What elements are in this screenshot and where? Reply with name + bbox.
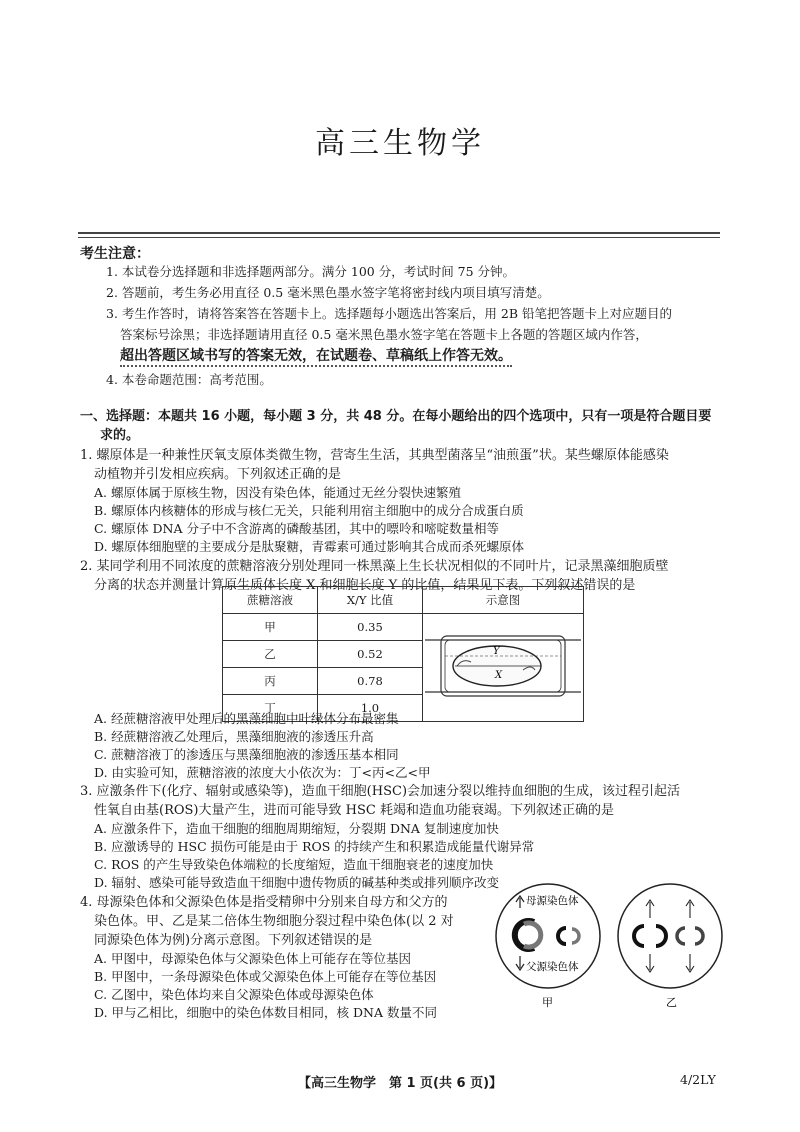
maternal-label: 母源染色体 bbox=[526, 895, 579, 907]
notice-item-3: 3. 考生作答时，请将答案答在答题卡上。选择题每小题选出答案后，用 2B 铅笔把答题卡上对应题目的 bbox=[106, 306, 672, 321]
q1-option-b: B. 螺原体内核糖体的形成与核仁无关，只能利用宿主细胞中的成分合成蛋白质 bbox=[94, 503, 524, 518]
notice-item-3-emphasis: 超出答题区域书写的答案无效，在试题卷、草稿纸上作答无效。 bbox=[120, 345, 512, 367]
q4-option-a: A. 甲图中，母源染色体与父源染色体上可能存在等位基因 bbox=[94, 951, 411, 966]
page-footer: 【高三生物学 第 1 页(共 6 页)】 bbox=[297, 1076, 503, 1091]
q2-option-d: D. 由实验可知，蔗糖溶液的浓度大小依次为：丁<丙<乙<甲 bbox=[94, 765, 431, 780]
q4-stem-3: 同源染色体为例)分离示意图。下列叙述错误的是 bbox=[94, 933, 373, 948]
paternal-label: 父源染色体 bbox=[526, 961, 579, 973]
chromosome-b-left-1 bbox=[634, 926, 644, 946]
chromosome-separation-figure bbox=[490, 872, 730, 1022]
q2-option-b: B. 经蔗糖溶液乙处理后，黑藻细胞液的渗透压升高 bbox=[94, 729, 374, 744]
maternal-chromosome-small bbox=[558, 928, 566, 944]
q4-stem-2: 染色体。甲、乙是某二倍体生物细胞分裂过程中染色体(以 2 对 bbox=[94, 914, 454, 929]
plasmolysis-cell-diagram bbox=[423, 618, 583, 714]
notice-item-3-cont: 答案标号涂黑；非选择题请用直径 0.5 毫米黑色墨水签字笔在答题卡上各题的答题区域内作答， bbox=[120, 327, 648, 342]
header-divider bbox=[78, 232, 720, 238]
paternal-chromosome-large bbox=[524, 923, 541, 947]
q1-option-a: A. 螺原体属于原核生物，因没有染色体，能通过无丝分裂快速繁殖 bbox=[94, 485, 461, 500]
chromosome-b-left-2 bbox=[656, 926, 666, 946]
table-cell-ratio: 0.35 bbox=[317, 614, 422, 641]
q2-stem-1: 2. 某同学利用不同浓度的蔗糖溶液分别处理同一株黑藻上生长状况相似的不同叶片，记录黑藻细胞质壁 bbox=[80, 559, 669, 574]
figure-caption-b: 乙 bbox=[666, 996, 677, 1009]
section-heading-cont: 求的。 bbox=[100, 428, 140, 443]
q1-option-d: D. 螺原体细胞壁的主要成分是肽聚糖，青霉素可通过影响其合成而杀死螺原体 bbox=[94, 539, 525, 554]
table-header-ratio: X/Y 比值 bbox=[317, 587, 422, 614]
q1-stem-1: 1. 螺原体是一种兼性厌氧支原体类微生物，营寄生生活，其典型菌落呈“油煎蛋”状。某些螺原体能感染 bbox=[80, 448, 669, 463]
q4-option-b: B. 甲图中，一条母源染色体或父源染色体上可能存在等位基因 bbox=[94, 969, 437, 984]
q2-stem-2: 分离的状态并测量计算原生质体长度 X 和细胞长度 Y 的比值，结果见下表。下列叙述错误的是 bbox=[94, 578, 636, 593]
q3-option-b: B. 应激诱导的 HSC 损伤可能是由于 ROS 的持续产生和积累造成能量代谢异常 bbox=[94, 839, 535, 854]
q4-option-d: D. 甲与乙相比，细胞中的染色体数目相同，核 DNA 数量不同 bbox=[94, 1005, 437, 1020]
q3-option-c: C. ROS 的产生导致染色体端粒的长度缩短，造血干细胞衰老的速度加快 bbox=[94, 857, 494, 872]
table-header-solution: 蔗糖溶液 bbox=[223, 587, 318, 614]
paternal-chromosome-small bbox=[572, 929, 579, 943]
table-header-diagram: 示意图 bbox=[423, 587, 584, 614]
notice-heading: 考生注意： bbox=[80, 246, 150, 262]
q4-stem-1: 4. 母源染色体和父源染色体是指受精卵中分别来自母方和父方的 bbox=[80, 895, 448, 910]
notice-item-4: 4. 本卷命题范围：高考范围。 bbox=[106, 372, 272, 387]
chromosome-b-right-1 bbox=[677, 928, 685, 944]
paper-code: 4/2LY bbox=[680, 1072, 716, 1087]
q4-option-c: C. 乙图中，染色体均来自父源染色体或母源染色体 bbox=[94, 987, 374, 1002]
notice-item-2: 2. 答题前，考生务必用直径 0.5 毫米黑色墨水签字笔将密封线内项目填写清楚。 bbox=[106, 285, 550, 300]
table-cell-solution: 甲 bbox=[223, 614, 318, 641]
table-cell-ratio: 1.0 bbox=[317, 695, 422, 722]
table-cell-solution: 乙 bbox=[223, 641, 318, 668]
figure-caption-a: 甲 bbox=[542, 996, 553, 1009]
diagram-label-y: Y bbox=[493, 646, 500, 657]
page-title: 高三生物学 bbox=[315, 126, 485, 161]
table-cell-solution: 丙 bbox=[223, 668, 318, 695]
q1-option-c: C. 螺原体 DNA 分子中不含游离的磷酸基团，其中的嘌呤和嘧啶数量相等 bbox=[94, 521, 500, 536]
q2-data-table bbox=[222, 586, 584, 722]
chromosome-b-right-2 bbox=[695, 928, 703, 944]
section-heading: 一、选择题：本题共 16 小题，每小题 3 分，共 48 分。在每小题给出的四个选项中，只有一项是符合题目要 bbox=[80, 409, 712, 424]
q2-option-c: C. 蔗糖溶液丁的渗透压与黑藻细胞液的渗透压基本相同 bbox=[94, 747, 399, 762]
diagram-label-x: X bbox=[495, 670, 503, 681]
table-cell-ratio: 0.52 bbox=[317, 641, 422, 668]
q3-option-d: D. 辐射、感染可能导致造血干细胞中遗传物质的碱基种类或排列顺序改变 bbox=[94, 875, 500, 890]
table-cell-ratio: 0.78 bbox=[317, 668, 422, 695]
notice-item-1: 1. 本试卷分选择题和非选择题两部分。满分 100 分，考试时间 75 分钟。 bbox=[106, 264, 516, 279]
q1-stem-2: 动植物并引发相应疾病。下列叙述正确的是 bbox=[94, 467, 342, 482]
q3-stem-1: 3. 应激条件下(化疗、辐射或感染等)，造血干细胞(HSC)会加速分裂以维持血细胞的生成，该过程引起活 bbox=[80, 784, 681, 799]
table-cell-solution: 丁 bbox=[223, 695, 318, 722]
q2-option-a: A. 经蔗糖溶液甲处理后的黑藻细胞中叶绿体分布最密集 bbox=[94, 711, 399, 726]
q3-option-a: A. 应激条件下，造血干细胞的细胞周期缩短，分裂期 DNA 复制速度加快 bbox=[94, 821, 499, 836]
cell-diagram bbox=[423, 614, 584, 722]
q3-stem-2: 性氧自由基(ROS)大量产生，进而可能导致 HSC 耗竭和造血功能衰竭。下列叙述正确的是 bbox=[94, 803, 614, 818]
